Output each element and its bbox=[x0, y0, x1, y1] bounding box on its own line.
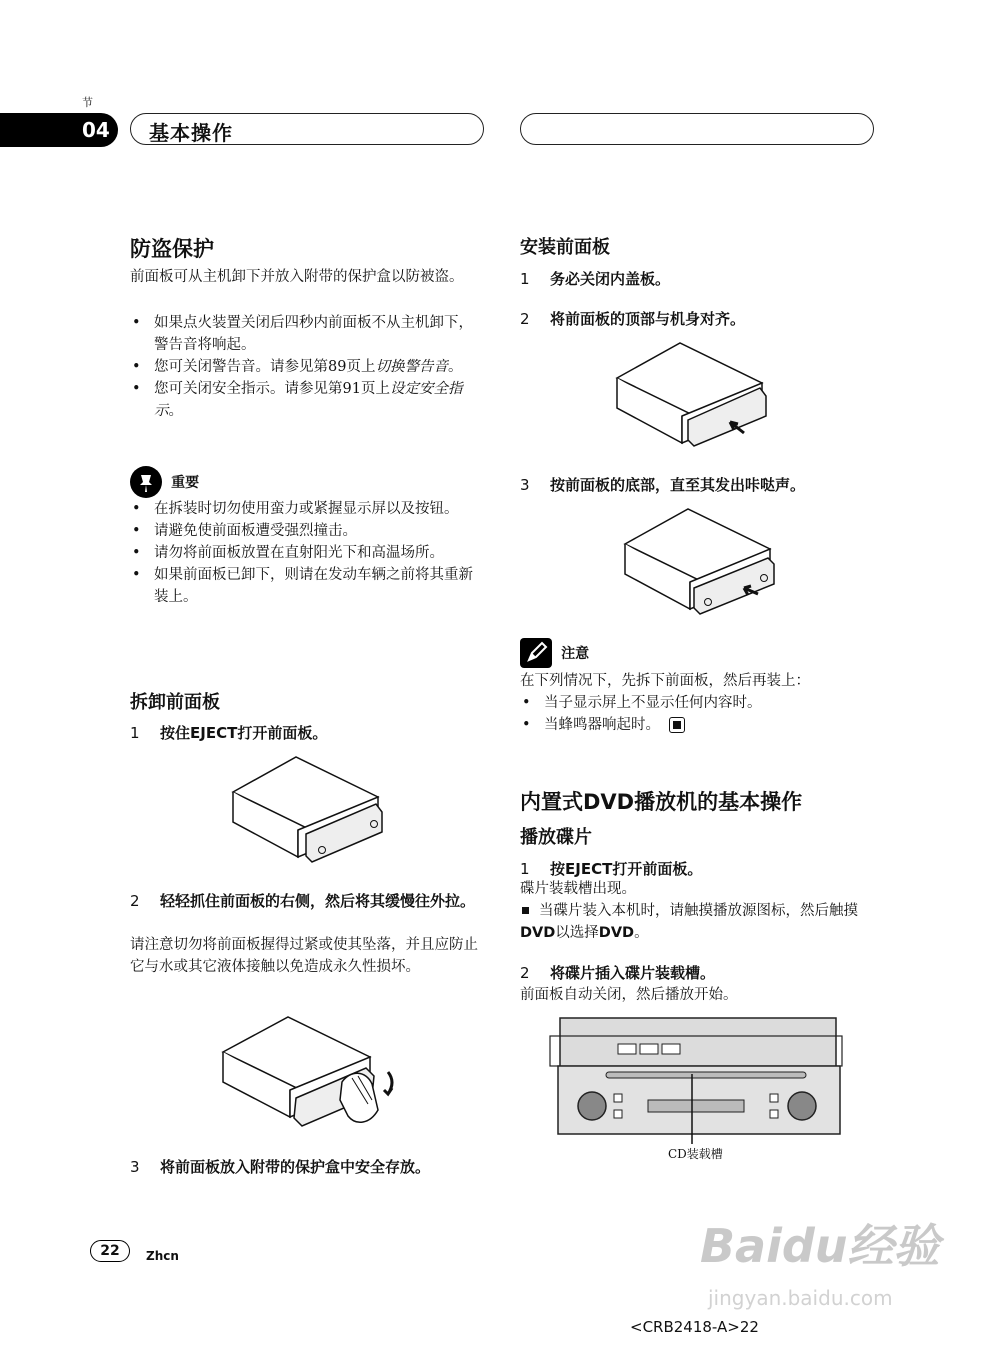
link-text: 切换警告音 bbox=[375, 359, 448, 375]
page-number: 22 bbox=[90, 1240, 130, 1262]
remove-step-3: 3 将前面板放入附带的保护盒中安全存放。 bbox=[130, 1158, 431, 1176]
watermark-logo: Baidu经验 bbox=[700, 1219, 940, 1273]
theft-bullets bbox=[130, 312, 475, 422]
theft-intro: 前面板可从主机卸下并放入附带的保护盒以防被盗。 bbox=[130, 269, 464, 285]
list-item: • 当蜂鸣器响起时。 bbox=[520, 714, 875, 736]
section-title-pill bbox=[130, 113, 484, 145]
note-pencil-icon bbox=[520, 638, 552, 668]
press-front-panel-illustration bbox=[620, 504, 780, 616]
list-item: • 如果点火装置关闭后四秒内前面板不从主机卸下，警告音将响起。 bbox=[130, 312, 475, 356]
attach-heading: 安装前面板 bbox=[520, 237, 610, 258]
end-mark-icon bbox=[669, 717, 685, 733]
disc-slot-caption: CD装载槽 bbox=[668, 1147, 723, 1161]
dvd-subheading: 播放碟片 bbox=[520, 827, 592, 848]
list-item: • 在拆装时切勿使用蛮力或紧握显示屏以及按钮。 bbox=[130, 498, 475, 520]
dvd-step-1-text: 碟片装载槽出现。 bbox=[520, 881, 636, 897]
pull-front-panel-illustration bbox=[220, 1012, 400, 1136]
attach-step-1: 1 务必关闭内盖板。 bbox=[520, 270, 671, 288]
list-item: • 当子显示屏上不显示任何内容时。 bbox=[520, 692, 875, 714]
note-label: 注意 bbox=[561, 646, 590, 662]
remove-front-panel-illustration bbox=[228, 752, 388, 864]
list-item: • 请勿将前面板放置在直射阳光下和高温场所。 bbox=[130, 542, 475, 564]
note-intro: 在下列情况下，先拆下前面板，然后再装上： bbox=[520, 673, 810, 689]
list-item: • 请避免使前面板遭受强烈撞击。 bbox=[130, 520, 475, 542]
remove-step-1: 1 按住EJECT打开前面板。 bbox=[130, 724, 328, 742]
dvd-step-2-text: 前面板自动关闭，然后播放开始。 bbox=[520, 987, 738, 1003]
align-front-panel-illustration bbox=[612, 338, 772, 448]
list-item: • 您可关闭警告音。请参见第89页上切换警告音。 bbox=[130, 356, 475, 378]
remove-step-2: 2 轻轻抓住前面板的右侧，然后将其缓慢往外拉。 bbox=[130, 892, 476, 910]
watermark-url: jingyan.baidu.com bbox=[708, 1286, 893, 1310]
language-code: Zhcn bbox=[146, 1249, 179, 1263]
list-item: • 如果前面板已卸下，则请在发动车辆之前将其重新装上。 bbox=[130, 564, 475, 608]
important-bullets bbox=[130, 498, 475, 608]
theft-heading: 防盗保护 bbox=[130, 237, 214, 261]
section-number-tab: 04 bbox=[0, 113, 118, 147]
attach-step-3: 3 按前面板的底部，直至其发出咔哒声。 bbox=[520, 476, 806, 494]
list-item: • 您可关闭安全指示。请参见第91页上设定安全指示。 bbox=[130, 378, 475, 422]
important-label: 重要 bbox=[171, 475, 200, 491]
disc-slot-illustration bbox=[548, 1014, 844, 1144]
remove-heading: 拆卸前面板 bbox=[130, 692, 220, 713]
link-text: 设定安全指示 bbox=[154, 381, 463, 419]
important-pin-icon bbox=[130, 466, 162, 498]
remove-step-2-note: 请注意切勿将前面板握得过紧或使其坠落，并且应防止它与水或其它液体接触以免造成永久性损坏。 bbox=[130, 937, 478, 975]
dvd-step-1-note: 当碟片装入本机时，请触摸播放源图标，然后触摸DVD以选择DVD。 bbox=[520, 903, 858, 941]
dvd-step-1: 1 按EJECT打开前面板。 bbox=[520, 860, 703, 878]
empty-header-pill bbox=[520, 113, 874, 145]
square-bullet-icon bbox=[522, 907, 529, 914]
note-block bbox=[520, 638, 589, 668]
important-block bbox=[130, 466, 199, 498]
dvd-step-2: 2 将碟片插入碟片装载槽。 bbox=[520, 964, 716, 982]
note-bullets bbox=[520, 692, 875, 736]
section-title: 基本操作 bbox=[149, 121, 233, 145]
section-label: 节 bbox=[82, 96, 93, 109]
document-reference: <CRB2418-A>22 bbox=[630, 1318, 759, 1336]
attach-step-2: 2 将前面板的顶部与机身对齐。 bbox=[520, 310, 746, 328]
dvd-heading: 内置式DVD播放机的基本操作 bbox=[520, 790, 803, 814]
